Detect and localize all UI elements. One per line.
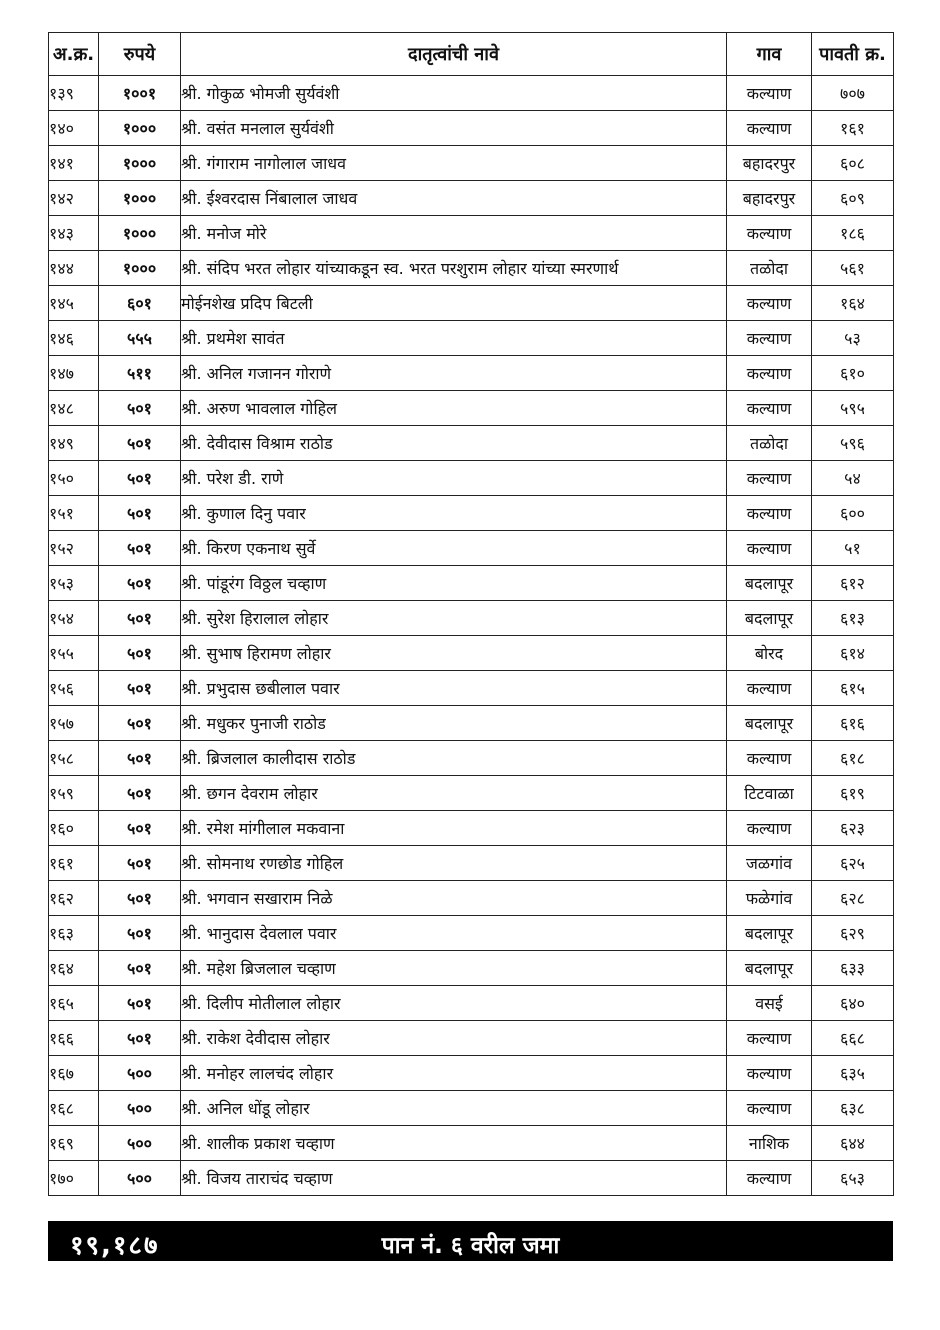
table-row <box>49 391 894 426</box>
amount-cell: १००० <box>99 111 181 146</box>
village-cell: कल्याण <box>727 1021 812 1056</box>
table-row <box>49 286 894 321</box>
donor-name-cell: श्री. गंगाराम नागोलाल जाधव <box>181 146 727 181</box>
page-total: १९,१८७ <box>70 1231 160 1261</box>
table-row <box>49 111 894 146</box>
donor-name-cell: श्री. प्रथमेश सावंत <box>181 321 727 356</box>
receipt-number-cell: ६२९ <box>812 916 894 951</box>
village-cell: बदलापूर <box>727 566 812 601</box>
donor-name-cell: श्री. सुभाष हिरामण लोहार <box>181 636 727 671</box>
table-row <box>49 76 894 111</box>
serial-number-cell: १४८ <box>49 391 99 426</box>
serial-number-cell: १६० <box>49 811 99 846</box>
receipt-number-cell: ५९६ <box>812 426 894 461</box>
donor-name-cell: श्री. किरण एकनाथ सुर्वे <box>181 531 727 566</box>
receipt-number-cell: ६१२ <box>812 566 894 601</box>
village-cell: कल्याण <box>727 216 812 251</box>
amount-cell: ५०१ <box>99 496 181 531</box>
donor-name-cell: श्री. गोकुळ भोमजी सुर्यवंशी <box>181 76 727 111</box>
serial-number-cell: १४० <box>49 111 99 146</box>
donor-name-cell: श्री. विजय ताराचंद चव्हाण <box>181 1161 727 1196</box>
donor-name-cell: श्री. राकेश देवीदास लोहार <box>181 1021 727 1056</box>
amount-cell: ५०१ <box>99 1021 181 1056</box>
serial-number-cell: १४५ <box>49 286 99 321</box>
serial-number-cell: १५१ <box>49 496 99 531</box>
table-header-row <box>49 33 894 76</box>
serial-number-cell: १५६ <box>49 671 99 706</box>
donor-name-cell: श्री. प्रभुदास छबीलाल पवार <box>181 671 727 706</box>
table-row <box>49 846 894 881</box>
amount-cell: ५११ <box>99 356 181 391</box>
amount-cell: ५०१ <box>99 566 181 601</box>
table-row <box>49 671 894 706</box>
table-row <box>49 881 894 916</box>
amount-cell: ५०१ <box>99 741 181 776</box>
village-cell: कल्याण <box>727 741 812 776</box>
amount-cell: ५०१ <box>99 881 181 916</box>
receipt-number-cell: ६१५ <box>812 671 894 706</box>
serial-number-cell: १५८ <box>49 741 99 776</box>
table-row <box>49 741 894 776</box>
receipt-number-cell: ६१४ <box>812 636 894 671</box>
table-row <box>49 216 894 251</box>
table-row <box>49 1091 894 1126</box>
donor-name-cell: श्री. परेश डी. राणे <box>181 461 727 496</box>
table-row <box>49 601 894 636</box>
receipt-number-cell: ५६१ <box>812 251 894 286</box>
donor-name-cell: श्री. मनोज मोरे <box>181 216 727 251</box>
donor-name-cell: श्री. ब्रिजलाल कालीदास राठोड <box>181 741 727 776</box>
village-cell: कल्याण <box>727 286 812 321</box>
receipt-number-cell: १६४ <box>812 286 894 321</box>
village-cell: बदलापूर <box>727 951 812 986</box>
table-row <box>49 1021 894 1056</box>
village-cell: बहादरपुर <box>727 146 812 181</box>
receipt-number-cell: ६३५ <box>812 1056 894 1091</box>
table-row <box>49 251 894 286</box>
receipt-number-cell: ६०८ <box>812 146 894 181</box>
serial-number-cell: १४२ <box>49 181 99 216</box>
donor-name-cell: श्री. देवीदास विश्राम राठोड <box>181 426 727 461</box>
amount-cell: १००० <box>99 216 181 251</box>
serial-number-cell: १४६ <box>49 321 99 356</box>
table-row <box>49 181 894 216</box>
carried-forward-caption: पान नं. ६ वरील जमा <box>381 1233 560 1259</box>
table-row <box>49 986 894 1021</box>
serial-number-cell: १६१ <box>49 846 99 881</box>
serial-number-cell: १५५ <box>49 636 99 671</box>
receipt-number-cell: ६१३ <box>812 601 894 636</box>
receipt-number-cell: ६२३ <box>812 811 894 846</box>
donor-name-cell: श्री. कुणाल दिनु पवार <box>181 496 727 531</box>
village-cell: कल्याण <box>727 531 812 566</box>
serial-number-cell: १६६ <box>49 1021 99 1056</box>
table-row <box>49 636 894 671</box>
table-row <box>49 531 894 566</box>
village-cell: कल्याण <box>727 391 812 426</box>
serial-number-cell: १५४ <box>49 601 99 636</box>
village-cell: तळोदा <box>727 426 812 461</box>
serial-number-cell: १५९ <box>49 776 99 811</box>
amount-cell: ५०१ <box>99 531 181 566</box>
village-cell: फळेगांव <box>727 881 812 916</box>
amount-cell: ५५५ <box>99 321 181 356</box>
amount-cell: १००० <box>99 251 181 286</box>
receipt-number-cell: ६५३ <box>812 1161 894 1196</box>
table-row <box>49 951 894 986</box>
village-cell: कल्याण <box>727 1161 812 1196</box>
serial-number-cell: १६८ <box>49 1091 99 1126</box>
village-cell: कल्याण <box>727 496 812 531</box>
amount-cell: ५०० <box>99 1161 181 1196</box>
amount-cell: ५०० <box>99 1126 181 1161</box>
amount-cell: ५०१ <box>99 986 181 1021</box>
village-cell: नाशिक <box>727 1126 812 1161</box>
receipt-number-cell: ६३३ <box>812 951 894 986</box>
village-cell: बदलापूर <box>727 601 812 636</box>
village-cell: कल्याण <box>727 356 812 391</box>
total-bar <box>48 1221 893 1261</box>
amount-cell: १००० <box>99 146 181 181</box>
amount-cell: ५०१ <box>99 846 181 881</box>
donor-name-cell: श्री. अरुण भावलाल गोहिल <box>181 391 727 426</box>
receipt-number-cell: ५९५ <box>812 391 894 426</box>
table-row <box>49 776 894 811</box>
receipt-number-cell: ६६८ <box>812 1021 894 1056</box>
amount-cell: ५०१ <box>99 776 181 811</box>
receipt-number-cell: ६४० <box>812 986 894 1021</box>
serial-number-cell: १४४ <box>49 251 99 286</box>
receipt-number-cell: ६०९ <box>812 181 894 216</box>
amount-cell: ५०० <box>99 1091 181 1126</box>
receipt-number-cell: ६१९ <box>812 776 894 811</box>
amount-cell: ५०१ <box>99 601 181 636</box>
village-cell: वसई <box>727 986 812 1021</box>
donor-name-cell: श्री. सुरेश हिरालाल लोहार <box>181 601 727 636</box>
receipt-number-cell: ६२८ <box>812 881 894 916</box>
header-amount: रुपये <box>99 33 181 76</box>
amount-cell: ५०१ <box>99 916 181 951</box>
serial-number-cell: १५० <box>49 461 99 496</box>
donor-name-cell: मोईनशेख प्रदिप बिटली <box>181 286 727 321</box>
serial-number-cell: १४१ <box>49 146 99 181</box>
amount-cell: १००१ <box>99 76 181 111</box>
amount-cell: ५०१ <box>99 461 181 496</box>
serial-number-cell: १४७ <box>49 356 99 391</box>
amount-cell: ५०१ <box>99 706 181 741</box>
village-cell: टिटवाळा <box>727 776 812 811</box>
header-village: गाव <box>727 33 812 76</box>
table-row <box>49 461 894 496</box>
village-cell: जळगांव <box>727 846 812 881</box>
receipt-number-cell: ६३८ <box>812 1091 894 1126</box>
donor-table <box>48 32 894 1196</box>
donor-name-cell: श्री. ईश्वरदास निंबालाल जाधव <box>181 181 727 216</box>
amount-cell: ५०१ <box>99 951 181 986</box>
village-cell: कल्याण <box>727 461 812 496</box>
amount-cell: १००० <box>99 181 181 216</box>
village-cell: कल्याण <box>727 671 812 706</box>
serial-number-cell: १६२ <box>49 881 99 916</box>
serial-number-cell: १६७ <box>49 1056 99 1091</box>
donor-name-cell: श्री. छगन देवराम लोहार <box>181 776 727 811</box>
receipt-number-cell: ६१६ <box>812 706 894 741</box>
amount-cell: ६०१ <box>99 286 181 321</box>
table-row <box>49 426 894 461</box>
table-row <box>49 146 894 181</box>
serial-number-cell: १४९ <box>49 426 99 461</box>
donor-name-cell: श्री. मनोहर लालचंद लोहार <box>181 1056 727 1091</box>
receipt-number-cell: ६४४ <box>812 1126 894 1161</box>
receipt-number-cell: १८६ <box>812 216 894 251</box>
table-body <box>49 76 894 1196</box>
table-row <box>49 1126 894 1161</box>
serial-number-cell: १७० <box>49 1161 99 1196</box>
serial-number-cell: १६४ <box>49 951 99 986</box>
header-serial-number: अ.क्र. <box>49 33 99 76</box>
receipt-number-cell: ५१ <box>812 531 894 566</box>
table-row <box>49 496 894 531</box>
donor-name-cell: श्री. दिलीप मोतीलाल लोहार <box>181 986 727 1021</box>
donor-name-cell: श्री. अनिल धोंडू लोहार <box>181 1091 727 1126</box>
serial-number-cell: १६३ <box>49 916 99 951</box>
village-cell: कल्याण <box>727 111 812 146</box>
village-cell: कल्याण <box>727 321 812 356</box>
donor-name-cell: श्री. भगवान सखाराम निळे <box>181 881 727 916</box>
serial-number-cell: १४३ <box>49 216 99 251</box>
donor-name-cell: श्री. महेश ब्रिजलाल चव्हाण <box>181 951 727 986</box>
receipt-number-cell: ६१८ <box>812 741 894 776</box>
donor-name-cell: श्री. सोमनाथ रणछोड गोहिल <box>181 846 727 881</box>
amount-cell: ५०१ <box>99 391 181 426</box>
receipt-number-cell: ५३ <box>812 321 894 356</box>
table-row <box>49 1161 894 1196</box>
header-donor-names: दातृत्वांची नावे <box>181 33 727 76</box>
village-cell: बदलापूर <box>727 916 812 951</box>
serial-number-cell: १५२ <box>49 531 99 566</box>
donor-ledger <box>48 32 893 1196</box>
donor-name-cell: श्री. मधुकर पुनाजी राठोड <box>181 706 727 741</box>
donor-name-cell: श्री. पांडूरंग विठ्ठल चव्हाण <box>181 566 727 601</box>
village-cell: कल्याण <box>727 1091 812 1126</box>
village-cell: कल्याण <box>727 1056 812 1091</box>
serial-number-cell: १६९ <box>49 1126 99 1161</box>
table-row <box>49 916 894 951</box>
table-row <box>49 706 894 741</box>
table-row <box>49 356 894 391</box>
village-cell: बहादरपुर <box>727 181 812 216</box>
village-cell: बोरद <box>727 636 812 671</box>
village-cell: बदलापूर <box>727 706 812 741</box>
serial-number-cell: १३९ <box>49 76 99 111</box>
donor-name-cell: श्री. वसंत मनलाल सुर्यवंशी <box>181 111 727 146</box>
amount-cell: ५०१ <box>99 811 181 846</box>
donor-name-cell: श्री. भानुदास देवलाल पवार <box>181 916 727 951</box>
receipt-number-cell: ६२५ <box>812 846 894 881</box>
amount-cell: ५०१ <box>99 671 181 706</box>
receipt-number-cell: १६१ <box>812 111 894 146</box>
header-receipt-number: पावती क्र. <box>812 33 894 76</box>
amount-cell: ५०० <box>99 1056 181 1091</box>
donor-name-cell: श्री. संदिप भरत लोहार यांच्याकडून स्व. भरत परशुराम लोहार यांच्या स्मरणार्थ <box>181 251 727 286</box>
amount-cell: ५०१ <box>99 636 181 671</box>
amount-cell: ५०१ <box>99 426 181 461</box>
serial-number-cell: १५३ <box>49 566 99 601</box>
village-cell: तळोदा <box>727 251 812 286</box>
village-cell: कल्याण <box>727 76 812 111</box>
serial-number-cell: १६५ <box>49 986 99 1021</box>
receipt-number-cell: ५४ <box>812 461 894 496</box>
table-row <box>49 566 894 601</box>
donor-name-cell: श्री. रमेश मांगीलाल मकवाना <box>181 811 727 846</box>
village-cell: कल्याण <box>727 811 812 846</box>
receipt-number-cell: ७०७ <box>812 76 894 111</box>
table-row <box>49 321 894 356</box>
donor-name-cell: श्री. शालीक प्रकाश चव्हाण <box>181 1126 727 1161</box>
donor-name-cell: श्री. अनिल गजानन गोराणे <box>181 356 727 391</box>
table-row <box>49 1056 894 1091</box>
receipt-number-cell: ६०० <box>812 496 894 531</box>
receipt-number-cell: ६१० <box>812 356 894 391</box>
serial-number-cell: १५७ <box>49 706 99 741</box>
table-row <box>49 811 894 846</box>
